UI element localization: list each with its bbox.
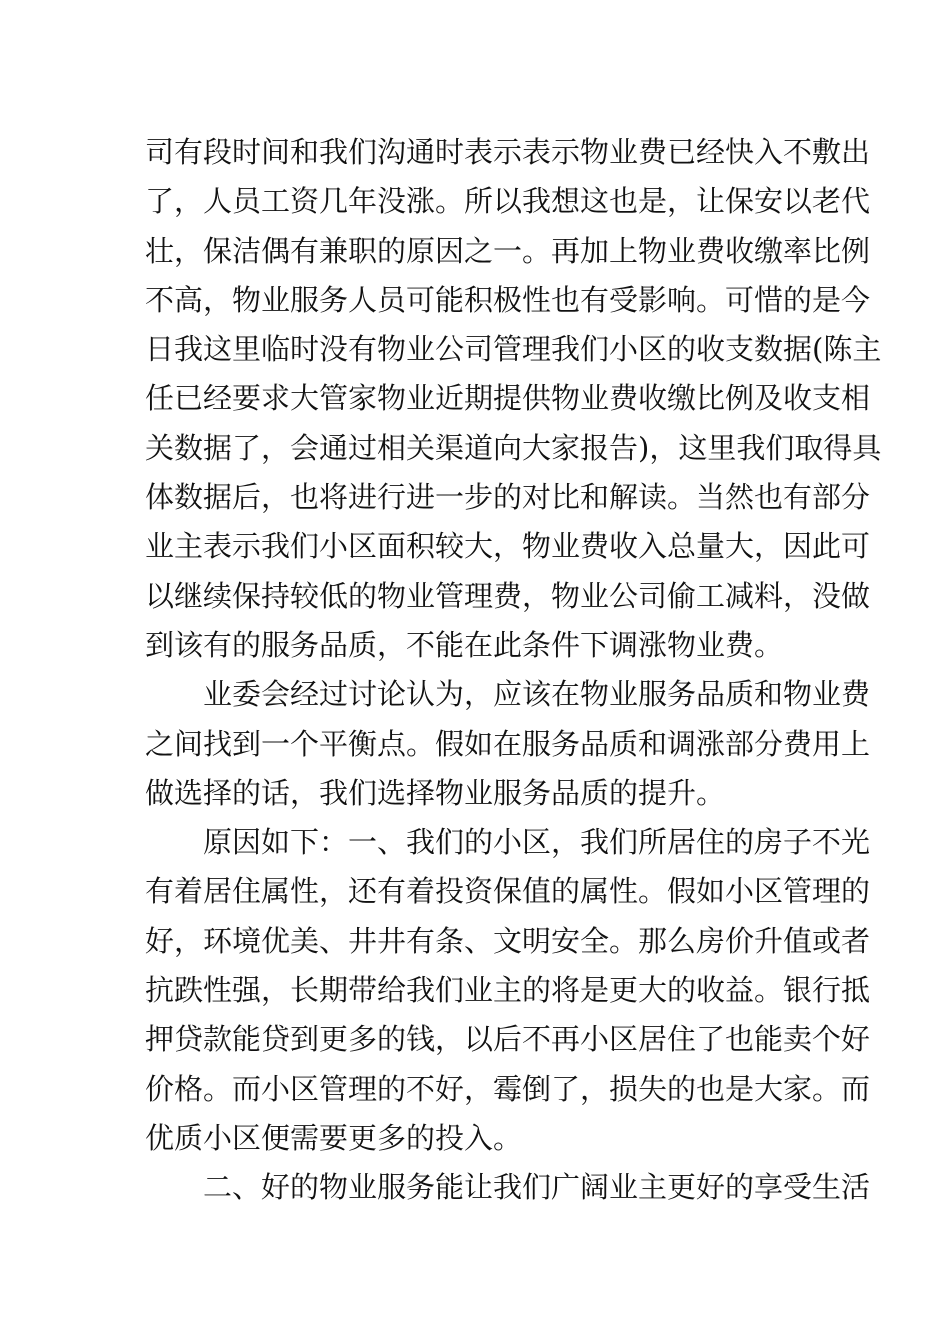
paragraph-start-line: 原因如下：一、我们的小区，我们所居住的房子不光 xyxy=(203,825,871,860)
text-line: 以继续保持较低的物业管理费，物业公司偷工减料，没做 xyxy=(145,578,871,613)
text-line: 押贷款能贷到更多的钱，以后不再小区居住了也能卖个好 xyxy=(145,1022,871,1057)
text-line: 壮，保洁偶有兼职的原因之一。再加上物业费收缴率比例 xyxy=(145,233,871,268)
text-line: 之间找到一个平衡点。假如在服务品质和调涨部分费用上 xyxy=(145,726,871,761)
text-line: 做选择的话，我们选择物业服务品质的提升。 xyxy=(145,775,726,810)
paragraph-start-line: 二、好的物业服务能让我们广阔业主更好的享受生活 xyxy=(203,1170,871,1205)
text-line: 关数据了，会通过相关渠道向大家报告)，这里我们取得具 xyxy=(145,430,882,465)
text-line: 到该有的服务品质，不能在此条件下调涨物业费。 xyxy=(145,627,784,662)
text-line: 了，人员工资几年没涨。所以我想这也是，让保安以老代 xyxy=(145,184,871,219)
text-line: 好，环境优美、井井有条、文明安全。那么房价升值或者 xyxy=(145,923,871,958)
text-line: 价格。而小区管理的不好，霉倒了，损失的也是大家。而 xyxy=(145,1071,871,1106)
text-line: 业主表示我们小区面积较大，物业费收入总量大，因此可 xyxy=(145,529,871,564)
text-line: 抗跌性强，长期带给我们业主的将是更大的收益。银行抵 xyxy=(145,973,871,1008)
text-line: 日我这里临时没有物业公司管理我们小区的收支数据(陈主 xyxy=(145,332,882,367)
text-line: 体数据后，也将进行进一步的对比和解读。当然也有部分 xyxy=(145,480,871,515)
text-line: 有着居住属性，还有着投资保值的属性。假如小区管理的 xyxy=(145,874,871,909)
text-line: 司有段时间和我们沟通时表示表示物业费已经快入不敷出 xyxy=(145,135,871,169)
paragraph-start-line: 业委会经过讨论认为，应该在物业服务品质和物业费 xyxy=(203,677,871,712)
text-line: 任已经要求大管家物业近期提供物业费收缴比例及收支相 xyxy=(145,381,871,416)
text-line: 不高，物业服务人员可能积极性也有受影响。可惜的是今 xyxy=(145,282,871,317)
text-line: 优质小区便需要更多的投入。 xyxy=(145,1120,523,1155)
document-body xyxy=(145,128,882,1213)
